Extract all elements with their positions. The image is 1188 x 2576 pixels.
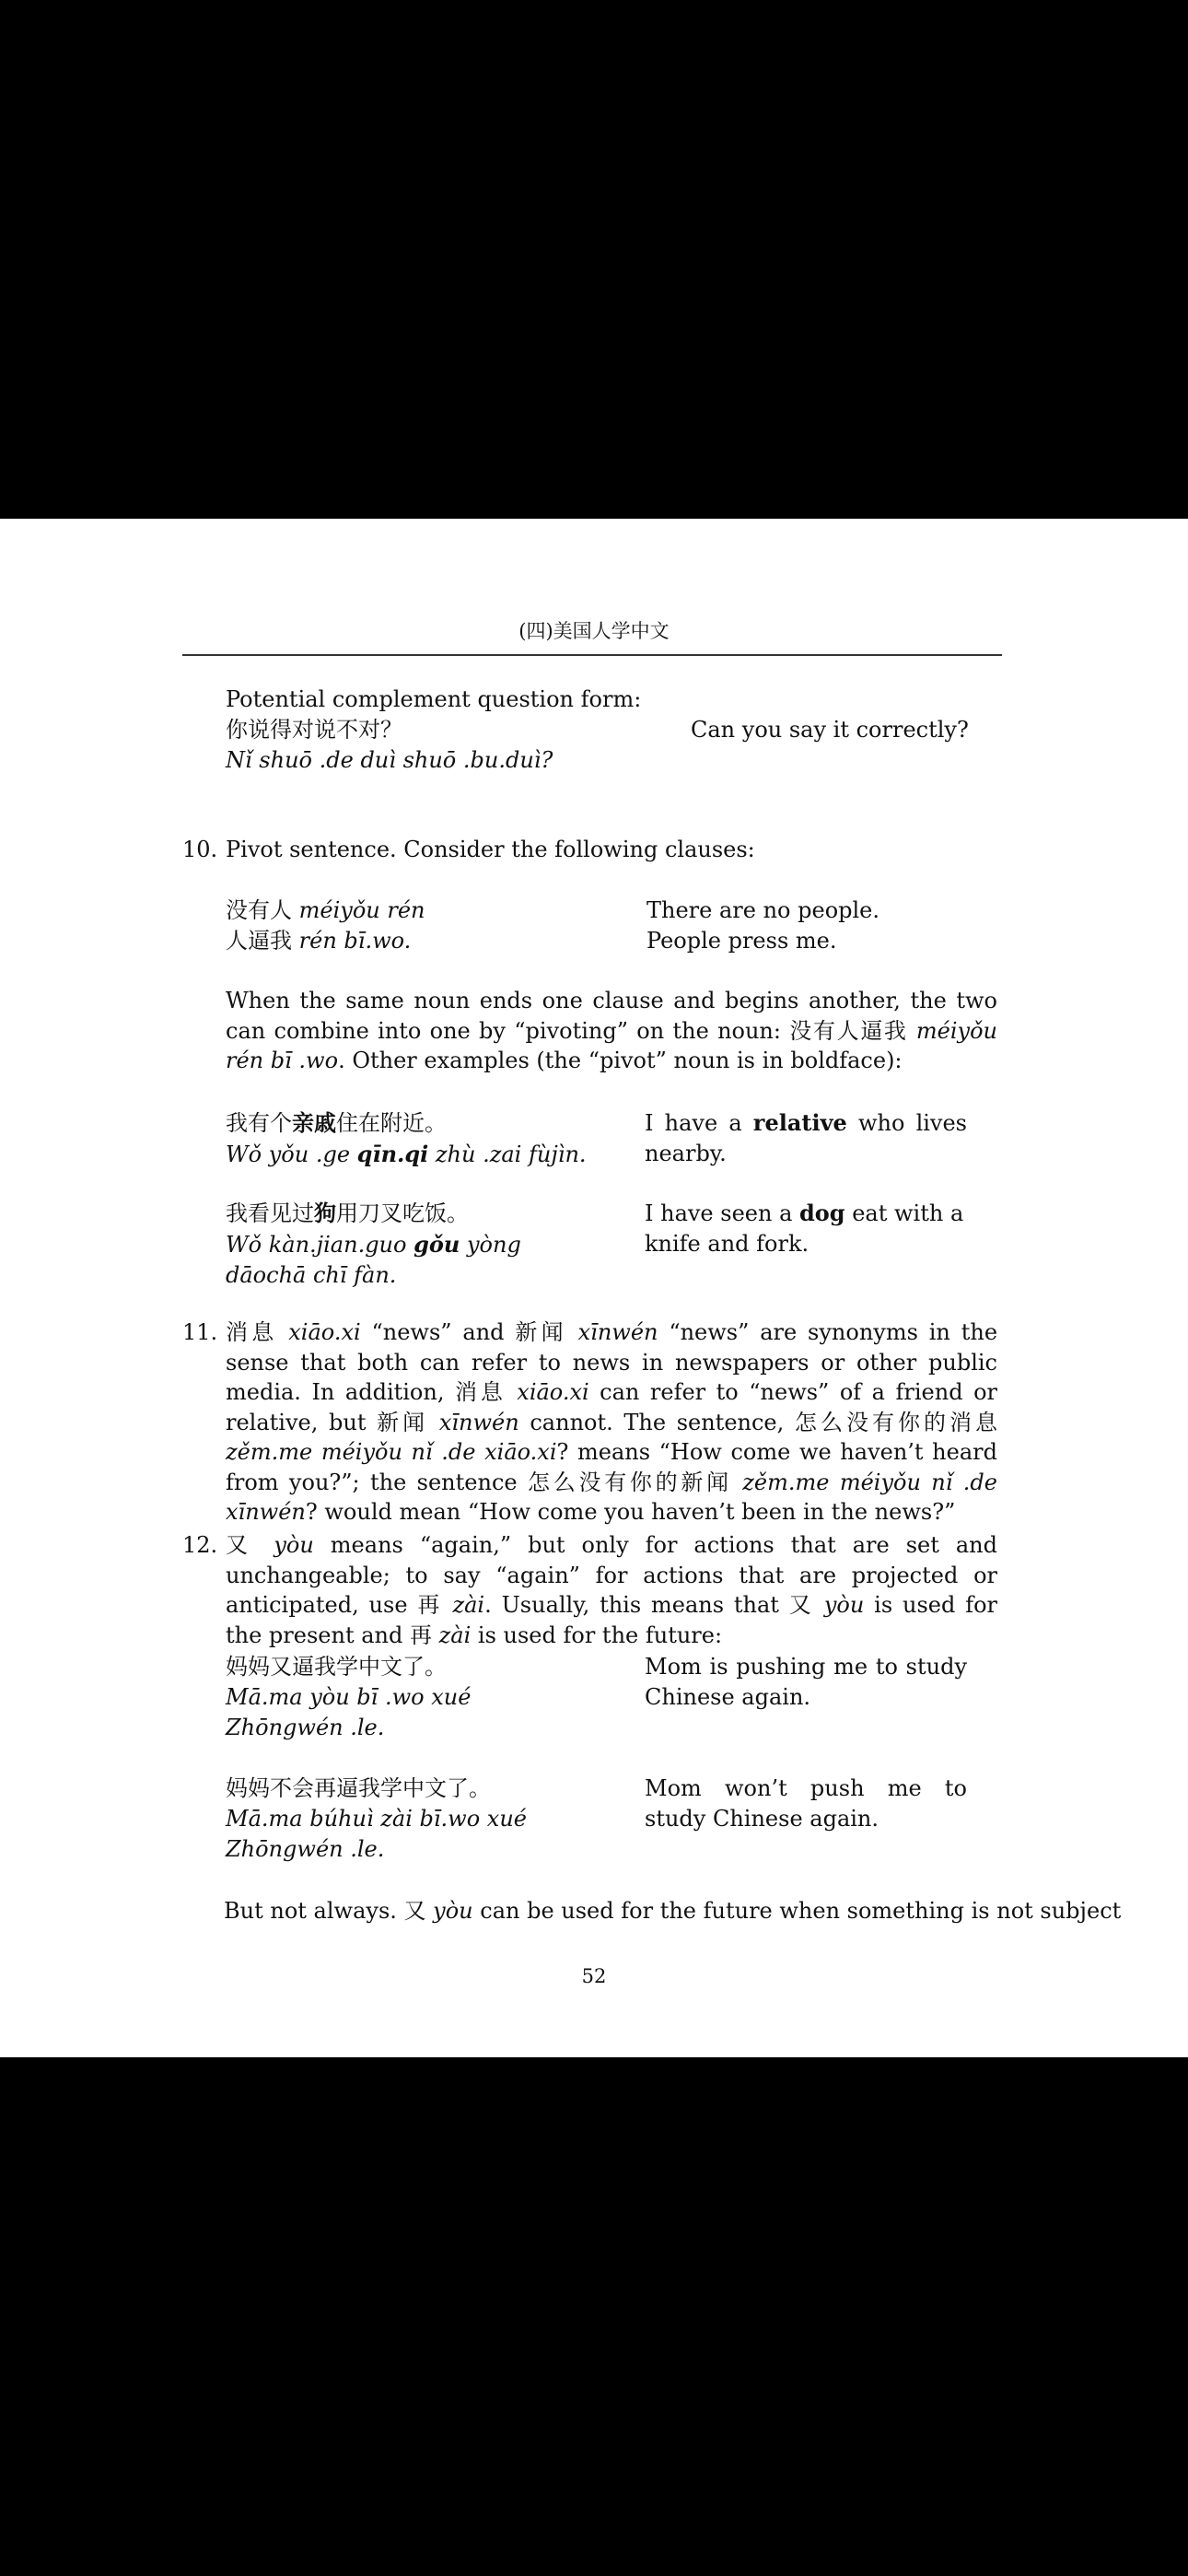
item12-ex2-english: Mom won’t push me to study Chinese again. [645, 1775, 967, 1832]
item12-paragraph: 又 yòu means “again,” but only for actions that are set and unchangeable; to say “again” for actions that are projected or anticipated, use 再 zài. Usually, this means that 又 yòu is used for the present and 再 zài is used for the future: [226, 1532, 997, 1648]
item11-paragraph: 消息 xiāo.xi “news” and 新闻 xīnwén “news” are synonyms in the sense that both can refer to news in newspapers or other public media. In addition, 消息 xiāo.xi can refer to “news” of a friend or relative, but 新闻 xīnwén cannot. The sentence, 怎么没有你的消息 zěm.me méiyǒu nǐ .de xiāo.xi? means “How come we haven’t heard from you?”; the sentence 怎么没有你的新闻 zěm.me méiyǒu nǐ .de xīnwén? would mean “How come you haven’t been in the news?” [226, 1319, 998, 1525]
item10-row2-source: 人逼我 rén bī.wo. [226, 928, 412, 954]
complement-pinyin: Nǐ shuō .de duì shuō .bu.duì? [226, 747, 553, 773]
page-number: 52 [581, 1965, 607, 1987]
complement-chinese: 你说得对说不对？ [226, 717, 402, 743]
item12-number: 12. [182, 1532, 218, 1558]
item10-row2-english: People press me. [646, 928, 837, 954]
item10-row1-source: 没有人 méiyǒu rén [226, 897, 425, 923]
item12-ex2-source: 妈妈不会再逼我学中文了。 Mā.ma búhuì zài bī.wo xué Zhōngwén .le. [226, 1775, 527, 1862]
complement-english: Can you say it correctly? [691, 717, 969, 743]
document-page [0, 519, 1188, 2057]
item10-number: 10. [182, 837, 218, 862]
item10-ex2-english: I have seen a dog eat with a knife and fork. [645, 1200, 964, 1257]
item10-ex1-english: I have a relative who lives nearby. [645, 1109, 967, 1166]
item10-explanation: When the same noun ends one clause and begins another, the two can combine into one by “pivoting” on the noun: 没有人逼我 méiyǒu rén bī .wo. Other examples (the “pivot” noun is in boldface): [226, 988, 997, 1073]
item12-ex1-source: 妈妈又逼我学中文了。 Mā.ma yòu bī .wo xué Zhōngwén .le. [226, 1654, 472, 1740]
running-header: (四)美国人学中文 [518, 620, 670, 642]
item11-number: 11. [182, 1319, 218, 1345]
item10-row1-english: There are no people. [646, 897, 880, 923]
item12-continuation: But not always. 又 yòu can be used for the future when something is not subject [224, 1898, 1122, 1924]
item10-ex1-source: 我有个亲戚住在附近。 Wǒ yǒu .ge qīn.qi zhù .zai fùjìn. [226, 1109, 587, 1167]
header-rule [182, 654, 1002, 656]
item10-intro: Pivot sentence. Consider the following clauses: [226, 837, 755, 862]
item10-ex2-source: 我看见过狗用刀叉吃饭。 Wǒ kàn.jian.guo gǒu yòng dāochā chī fàn. [226, 1200, 521, 1288]
item12-ex1-english: Mom is pushing me to study Chinese again. [645, 1654, 967, 1710]
complement-label: Potential complement question form: [226, 686, 642, 712]
